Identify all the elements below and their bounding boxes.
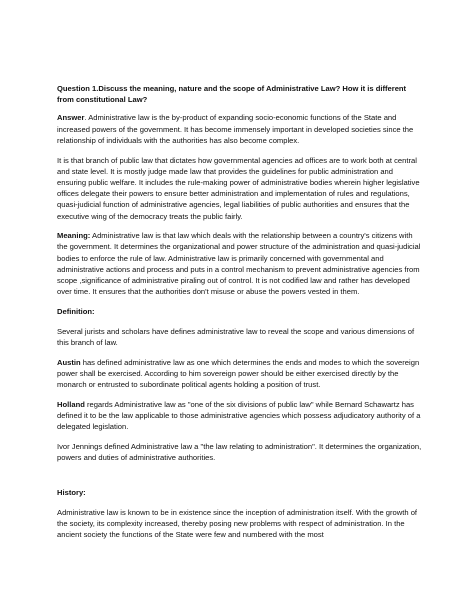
- meaning-label: Meaning:: [57, 231, 91, 241]
- question-heading: Question 1.Discuss the meaning, nature and the scope of Administrative Law? How it is different from constitutional Law?: [57, 84, 407, 105]
- answer-paragraph: [57, 112, 422, 146]
- holland-text: regards Administrative law as "one of the six divisions of public law" while Bernard Schawartz has defined it to be the law applicable to those administrative agencies which possess adjudicatory authority of a delegated legislation.: [57, 399, 421, 432]
- holland-label: Holland: [57, 399, 85, 409]
- history-paragraph: Administrative law is known to be in existence since the inception of administration itself. With the growth of the society, its complexity increased, thereby posing new problems with respect of administration. In the ancient society the functions of the State were few and numbered with the most: [57, 507, 418, 540]
- meaning-paragraph: [57, 230, 422, 297]
- holland-paragraph: [57, 399, 422, 433]
- meaning-text: Administrative law is that law which deals with the relationship between a country's citizens with the government. It determines the organizational and power structure of the administration and quasi-judicial bodies to enforce the rule of law. Administrative law is primarily concerned with governmental and administrative actions and process and puts in a control mechanism to prevent administrative agencies from scope ,significance of administrative piraling out of control. It is not codified law and rather has developed over time. It ensures that the authorities don't misuse or abuse the powers vested in them.: [57, 231, 421, 297]
- answer-text: . Administrative law is the by-product of expanding socio-economic functions of the State and increased powers of the government. It has become immensely important in developed societies since the relationship of individuals with the authorities has also become complex.: [57, 113, 414, 145]
- austin-paragraph: [57, 357, 422, 391]
- answer-label: Answer: [57, 113, 85, 123]
- definition-heading: Definition:: [57, 306, 95, 316]
- definition-intro: Several jurists and scholars have defines administrative law to reveal the scope and various dimensions of this branch of law.: [57, 326, 415, 347]
- austin-label: Austin: [57, 357, 81, 367]
- branch-paragraph: It is that branch of public law that dictates how governmental agencies ad offices are to work both at central and state level. It is mostly judge made law that provides the guidelines for public administration and ensuring public welfare. It includes the rule-making power of administrative bodies wherein higher legislative offices delegate their powers to ensure better administration and implementation of rules and regulations, quasi-judicial function of administrative agencies, legal liabilities of public authorities and ensures that the executive wing of the democracy treats the public fairly.: [57, 155, 420, 221]
- jennings-paragraph: Ivor Jennings defined Administrative law a "the law relating to administration". It determines the organization, powers and duties of administrative authorities.: [57, 441, 422, 462]
- austin-text: has defined administrative law as one which determines the ends and modes to which the sovereign power shall be exercised. According to him sovereign power should be either exercised directly by the monarch or entrusted to subordinate political agents holding a position of trust.: [57, 357, 420, 389]
- history-heading: History:: [57, 488, 86, 498]
